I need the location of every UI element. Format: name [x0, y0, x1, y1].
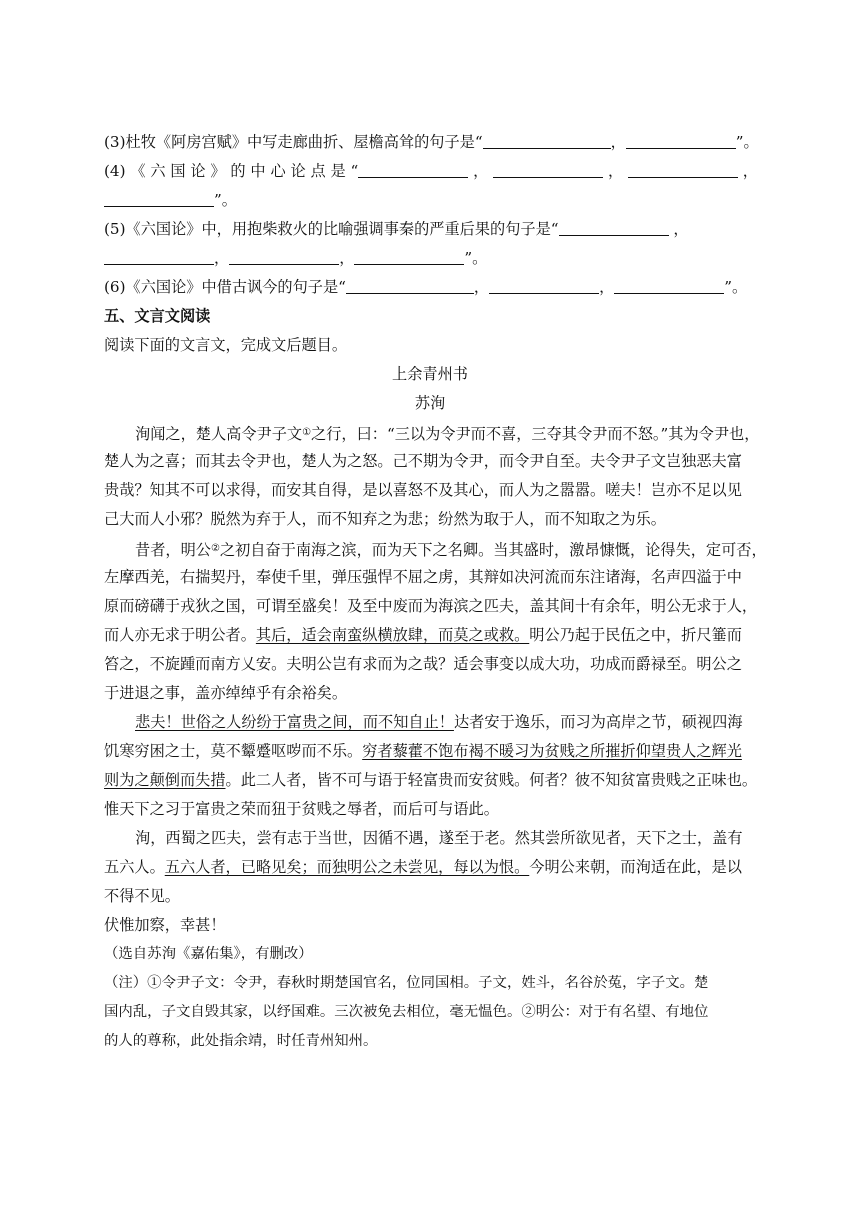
question-3: (3)杜牧《阿房宫赋》中写走廊曲折、屋檐高耸的句子是“ ， ”。: [104, 133, 759, 151]
footnote-line: （注）①令尹子文：令尹，春秋时期楚国官名，位同国相。子文，姓斗，名谷於菟，字子文。楚: [104, 975, 709, 991]
article-author: 苏洵: [414, 394, 446, 412]
footnote-line: 国内乱，子文自毁其家，以纾国难。三次被免去相位，毫无愠色。②明公：对于有名望、有地位: [104, 1004, 709, 1020]
answer-blank[interactable]: [104, 248, 214, 265]
paragraph-2-line: 于进退之事，盖亦绰绰乎有余裕矣。: [104, 684, 347, 702]
underlined-sentence: 悲夫！世俗之人纷纷于富贵之间，而不知自止！: [135, 713, 454, 731]
question-4-cont: ”。: [104, 186, 756, 215]
paragraph-3-line: 饥寒穷困之士，莫不颦蹙呕哕而不乐。穷者藜藿不饱布褐不暖习为贫贱之所摧折仰望贵人之辉光: [104, 742, 742, 760]
answer-blank[interactable]: [559, 219, 669, 236]
answer-blank[interactable]: [489, 277, 599, 294]
paragraph-4-line: 洵，西蜀之匹夫，尝有志于当世，因循不遇，遂至于老。然其尝所欲见者，天下之士，盖有: [135, 829, 743, 847]
paragraph-1-line: 贵哉？知其不可以求得，而安其自得，是以喜怒不及其心，而人为之嚣嚣。嗟夫！岂亦不足以见: [104, 481, 742, 499]
paragraph-3-line: 则为之颠倒而失措。此二人者，皆不可与语于轻富贵而安贫贱。何者？彼不知贫富贵贱之正味也。: [104, 771, 758, 789]
paragraph-3-line: 惟天下之习于富贵之荣而狃于贫贱之辱者，而后可与语此。: [104, 800, 499, 818]
answer-blank[interactable]: [354, 248, 464, 265]
paragraph-1-line: 楚人为之喜；而其去令尹也，楚人为之怒。己不期为令尹，而令尹自至。夫令尹子文岂独恶夫富: [104, 452, 742, 470]
footnote-ref: ②: [210, 543, 220, 554]
question-5-cont: ， ， ”。: [104, 244, 756, 273]
paragraph-2-line: 昔者，明公②之初自奋于南海之滨，而为天下之名卿。当其盛时，激昂慷慨，论得失，定可否，: [135, 541, 767, 559]
question-4: (4) 《 六 国 论 》 的 中 心 论 点 是 “ ， ， ，: [104, 162, 758, 180]
underlined-sentence: 其后，适会南蛮纵横放肆，而莫之或救。: [255, 626, 530, 644]
answer-blank[interactable]: [614, 277, 724, 294]
footnote-ref: ①: [302, 427, 312, 438]
answer-blank[interactable]: [626, 132, 736, 149]
answer-blank[interactable]: [104, 190, 214, 207]
source-citation: （选自苏洵《嘉佑集》，有删改）: [104, 946, 313, 962]
section-title: 五、文言文阅读: [104, 307, 211, 325]
answer-blank[interactable]: [628, 161, 738, 178]
paragraph-2-line: 笞之，不旋踵而南方乂安。夫明公岂有求而为之哉？适会事变以成大功，功成而爵禄至。明公之: [104, 655, 742, 673]
underlined-sentence: 穷者藜藿不饱布褐不暖习为贫贱之所摧折仰望贵人之辉光: [362, 742, 742, 760]
paragraph-2-line: 原而磅礴于戎狄之国，可谓至盛矣！及至中废而为海滨之匹夫，盖其间十有余年，明公无求于人，: [104, 597, 758, 615]
paragraph-2-line: 而人亦无求于明公者。其后，适会南蛮纵横放肆，而莫之或救。明公乃起于民伍之中，折尺箠而: [104, 626, 742, 644]
paragraph-1-line: 洵闻之，楚人高令尹子文①之行，曰：“三以为令尹而不喜，三夺其令尹而不怒。”其为令尹也，: [135, 425, 760, 443]
answer-blank[interactable]: [229, 248, 339, 265]
underlined-sentence: 五六人者，已略见矣；而独明公之未尝见，每以为恨。: [164, 858, 530, 876]
answer-blank[interactable]: [483, 132, 611, 149]
answer-blank[interactable]: [346, 277, 474, 294]
paragraph-4-line: 五六人。五六人者，已略见矣；而独明公之未尝见，每以为恨。今明公来朝，而洵适在此，是以: [104, 858, 742, 876]
document-page: [104, 128, 767, 1056]
paragraph-1-line: 己大而人小邪？脱然为弃于人，而不知弃之为悲；纷然为取于人，而不知取之为乐。: [104, 510, 666, 528]
question-5: (5)《六国论》中，用抱柴救火的比喻强调事秦的严重后果的句子是“ ，: [104, 220, 689, 238]
footnote-line: 的人的尊称，此处指余靖，时任青州知州。: [104, 1033, 378, 1049]
section-instruction: 阅读下面的文言文，完成文后题目。: [104, 336, 347, 354]
paragraph-3-line: 悲夫！世俗之人纷纷于富贵之间，而不知自止！达者安于逸乐，而习为高岸之节，硕视四海: [135, 713, 743, 731]
paragraph-2-line: 左摩西羌，右揣契丹，奉使千里，弹压强悍不屈之虏，其辩如决河流而东注诸海，名声四溢于中: [104, 568, 742, 586]
article-title: 上余青州书: [392, 365, 468, 383]
underlined-sentence: 则为之颠倒而失措: [104, 771, 226, 789]
question-6: (6)《六国论》中借古讽今的句子是“ ， ， ”。: [104, 278, 748, 296]
paragraph-4-line: 不得不见。: [104, 887, 180, 905]
answer-blank[interactable]: [358, 161, 468, 178]
answer-blank[interactable]: [493, 161, 603, 178]
closing-line: 伏惟加察，幸甚！: [104, 916, 226, 934]
